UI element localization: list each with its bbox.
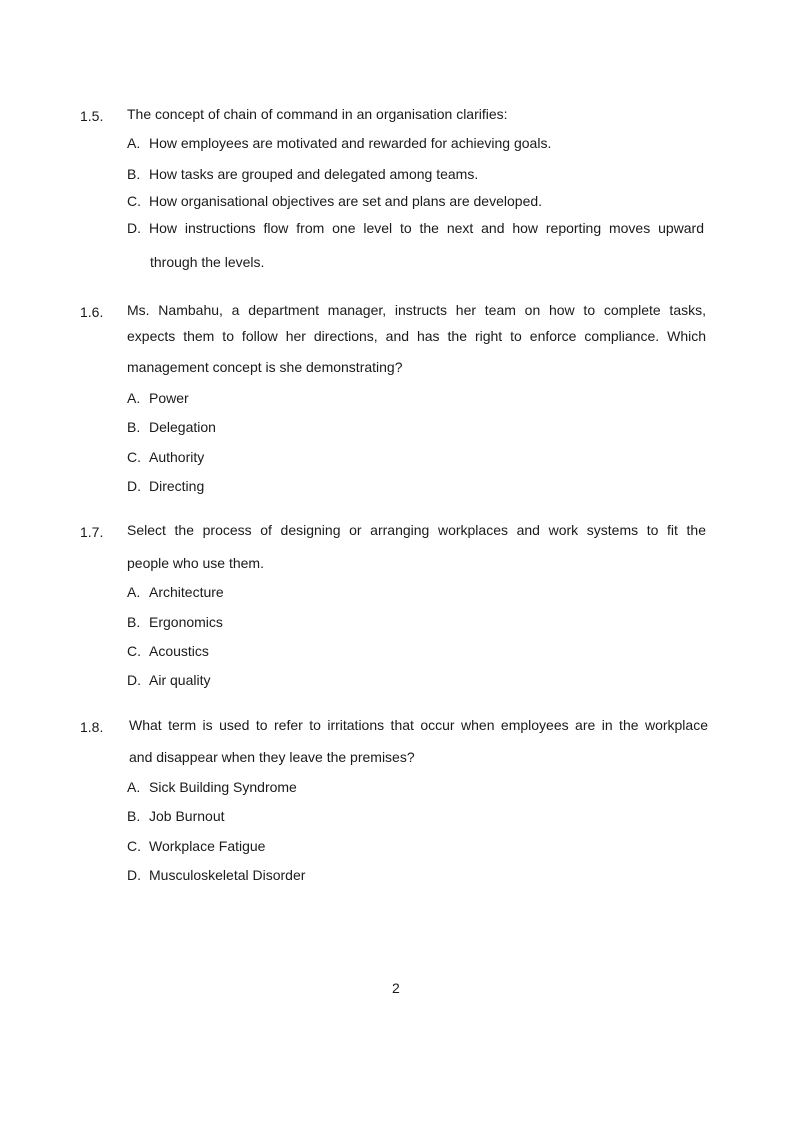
option-key: D. [127,867,141,883]
question-number: 1.7. [80,524,104,540]
option [127,613,223,631]
option-key: B. [127,166,141,182]
question-text: expects them to follow her directions, and has the right to enforce compliance. Which [127,328,706,344]
option [127,192,542,210]
option-key: B. [127,419,141,435]
option [127,837,265,855]
option-text: Air quality [149,672,211,688]
question-text: What term is used to refer to irritations that occur when employees are in the workplace [129,717,708,733]
option-text: Architecture [149,584,224,600]
option-key: C. [127,449,141,465]
question-text: people who use them. [127,555,264,571]
option-text: How organisational objectives are set and plans are developed. [149,193,543,209]
option [127,389,189,407]
question-text: Select the process of designing or arranging workplaces and work systems to fit the [127,522,706,538]
option-text: Delegation [149,419,216,435]
option-key: A. [127,135,141,151]
option-text: How instructions flow from one level to the next and how reporting moves upward [149,220,704,236]
option-key: C. [127,838,141,854]
option [127,671,210,689]
question-text: management concept is she demonstrating? [127,359,403,375]
page-number: 2 [392,980,400,996]
question-number: 1.5. [80,108,104,124]
option [127,134,551,152]
option-key: C. [127,193,141,209]
option-key: D. [127,478,141,494]
option [127,583,224,601]
question-number: 1.8. [80,719,104,735]
option-text: Workplace Fatigue [149,838,266,854]
option [127,448,204,466]
option-key: D. [127,220,141,236]
option-key: D. [127,672,141,688]
option-text: Musculoskeletal Disorder [149,867,306,883]
option-text: How tasks are grouped and delegated among teams. [149,166,479,182]
question-number: 1.6. [80,304,104,320]
option-text: Power [149,390,189,406]
option-text: Job Burnout [149,808,225,824]
option [127,778,297,796]
option [127,642,209,660]
option-key: A. [127,390,141,406]
option-text: Ergonomics [149,614,223,630]
option [127,165,478,183]
option-key: A. [127,584,141,600]
option-text: Acoustics [149,643,209,659]
option-text: Authority [149,449,205,465]
option-key: C. [127,643,141,659]
option [127,418,216,436]
option [127,866,305,884]
option-continuation: through the levels. [150,254,265,270]
question-text: and disappear when they leave the premises? [129,749,415,765]
option [127,477,204,495]
question-text: The concept of chain of command in an organisation clarifies: [127,106,508,122]
option-text: How employees are motivated and rewarded for achieving goals. [149,135,552,151]
option-text: Directing [149,478,205,494]
option-key: B. [127,614,141,630]
option [127,219,706,237]
option-key: A. [127,779,141,795]
option [127,807,225,825]
question-text: Ms. Nambahu, a department manager, instructs her team on how to complete tasks, [127,302,706,318]
option-key: B. [127,808,141,824]
option-text: Sick Building Syndrome [149,779,297,795]
